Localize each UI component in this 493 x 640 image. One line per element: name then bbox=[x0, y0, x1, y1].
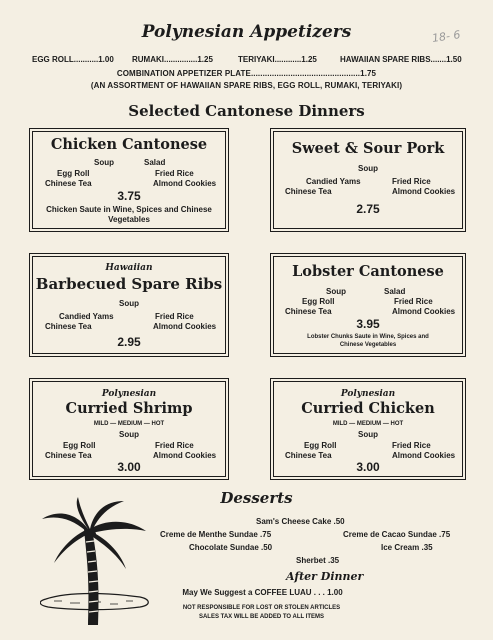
appetizer-hawaiian-spare-ribs bbox=[340, 55, 462, 64]
palm-tree-illustration bbox=[40, 497, 160, 632]
item-almond-cookies: Almond Cookies bbox=[392, 307, 456, 316]
appetizer-name: HAWAIIAN SPARE RIBS bbox=[340, 55, 431, 64]
item-fried-rice: Fried Rice bbox=[392, 441, 431, 450]
dessert-creme-de-cacao: Creme de Cacao Sundae .75 bbox=[343, 530, 451, 539]
leader-dots: ............ bbox=[274, 55, 302, 64]
dinner-prefix: Polynesian bbox=[340, 389, 396, 399]
item-fried-rice: Fried Rice bbox=[394, 297, 433, 306]
item-almond-cookies: Almond Cookies bbox=[153, 179, 217, 188]
item-almond-cookies: Almond Cookies bbox=[392, 187, 456, 196]
appetizer-price: 1.00 bbox=[98, 55, 114, 64]
dinner-box-sweet-sour-pork bbox=[273, 131, 463, 229]
dinner-price: 3.95 bbox=[356, 317, 380, 331]
dinner-box-curried-chicken bbox=[273, 381, 463, 477]
dinner-box-curried-shrimp bbox=[32, 381, 226, 477]
dinner-description-line-2: Chinese Vegetables bbox=[339, 342, 397, 348]
heat-level: MILD — MEDIUM — HOT bbox=[332, 421, 404, 427]
appetizer-rumaki bbox=[132, 55, 213, 64]
appetizer-egg-roll bbox=[32, 55, 114, 64]
item-chinese-tea: Chinese Tea bbox=[45, 322, 92, 331]
item-soup: Soup bbox=[326, 287, 346, 296]
dinner-name: Sweet & Sour Pork bbox=[291, 140, 445, 157]
footer-disclaimer: NOT RESPONSIBLE FOR LOST OR STOLEN ARTICLES bbox=[182, 605, 341, 611]
appetizers-title: Polynesian Appetizers bbox=[141, 22, 352, 42]
item-soup: Soup bbox=[358, 164, 378, 173]
dessert-ice-cream: Ice Cream .35 bbox=[381, 543, 433, 552]
dinner-name: Barbecued Spare Ribs bbox=[35, 275, 223, 293]
dinner-name: Curried Shrimp bbox=[65, 400, 193, 417]
dinner-description-line-1: Chicken Saute in Wine, Spices and Chinese bbox=[46, 205, 212, 214]
leader-dots: ............................................... bbox=[250, 69, 361, 78]
item-chinese-tea: Chinese Tea bbox=[285, 307, 332, 316]
item-almond-cookies: Almond Cookies bbox=[392, 451, 456, 460]
combo-name: COMBINATION APPETIZER PLATE bbox=[116, 69, 251, 78]
item-fried-rice: Fried Rice bbox=[155, 312, 194, 321]
appetizer-price: 1.25 bbox=[197, 55, 213, 64]
dinner-name: Chicken Cantonese bbox=[50, 136, 208, 153]
dessert-chocolate-sundae: Chocolate Sundae .50 bbox=[189, 543, 273, 552]
dinner-box-lobster-cantonese bbox=[273, 256, 463, 354]
dinner-box-barbecued-spare-ribs bbox=[32, 256, 226, 354]
dinner-box-chicken-cantonese bbox=[32, 131, 226, 229]
leader-dots: ........... bbox=[73, 55, 99, 64]
appetizer-teriyaki bbox=[238, 55, 317, 64]
dinner-description-line-1: Lobster Chunks Saute in Wine, Spices and bbox=[307, 334, 429, 340]
appetizer-name: EGG ROLL bbox=[32, 55, 74, 64]
item-soup: Soup bbox=[119, 299, 139, 308]
combo-price: 1.75 bbox=[360, 69, 377, 78]
leader-dots: ....... bbox=[430, 55, 447, 64]
item-salad: Salad bbox=[384, 287, 406, 296]
item-candied-yams: Candied Yams bbox=[59, 312, 114, 321]
item-almond-cookies: Almond Cookies bbox=[153, 322, 217, 331]
item-chinese-tea: Chinese Tea bbox=[45, 451, 92, 460]
heat-level: MILD — MEDIUM — HOT bbox=[93, 421, 165, 427]
coffee-luau-suggestion: May We Suggest a COFFEE LUAU . . . 1.00 bbox=[182, 588, 343, 597]
dinner-price: 2.75 bbox=[356, 202, 380, 216]
item-egg-roll: Egg Roll bbox=[63, 441, 96, 450]
dinner-description-line-2: Vegetables bbox=[108, 215, 150, 224]
item-chinese-tea: Chinese Tea bbox=[285, 451, 332, 460]
appetizer-price: 1.50 bbox=[446, 55, 462, 64]
dessert-sherbet: Sherbet .35 bbox=[296, 556, 340, 565]
dinner-prefix: Polynesian bbox=[101, 389, 157, 399]
desserts-title: Desserts bbox=[220, 489, 293, 507]
appetizer-name: RUMAKI bbox=[132, 55, 164, 64]
footer-sales-tax: SALES TAX WILL BE ADDED TO ALL ITEMS bbox=[198, 614, 325, 620]
dessert-creme-de-menthe: Creme de Menthe Sundae .75 bbox=[160, 530, 272, 539]
item-fried-rice: Fried Rice bbox=[155, 169, 194, 178]
cantonese-dinners-title: Selected Cantonese Dinners bbox=[128, 102, 365, 120]
item-egg-roll: Egg Roll bbox=[57, 169, 90, 178]
item-soup: Soup bbox=[94, 158, 114, 167]
item-soup: Soup bbox=[358, 430, 378, 439]
item-salad: Salad bbox=[144, 158, 166, 167]
after-dinner-title: After Dinner bbox=[286, 570, 364, 583]
item-fried-rice: Fried Rice bbox=[155, 441, 194, 450]
combination-plate bbox=[0, 69, 493, 78]
dinner-price: 2.95 bbox=[117, 335, 141, 349]
dinner-price: 3.75 bbox=[117, 189, 141, 203]
dessert-sams-cheese-cake: Sam's Cheese Cake .50 bbox=[256, 517, 345, 526]
combination-description: (AN ASSORTMENT OF HAWAIIAN SPARE RIBS, EGG ROLL, RUMAKI, TERIYAKI) bbox=[90, 81, 403, 90]
handwritten-note: 18- 6 bbox=[431, 28, 462, 45]
dinner-price: 3.00 bbox=[356, 460, 380, 474]
item-egg-roll: Egg Roll bbox=[302, 297, 335, 306]
dinner-price: 3.00 bbox=[117, 460, 141, 474]
item-almond-cookies: Almond Cookies bbox=[153, 451, 217, 460]
item-chinese-tea: Chinese Tea bbox=[285, 187, 332, 196]
appetizer-price: 1.25 bbox=[301, 55, 317, 64]
item-chinese-tea: Chinese Tea bbox=[45, 179, 92, 188]
dinner-name: Curried Chicken bbox=[301, 400, 435, 417]
item-candied-yams: Candied Yams bbox=[306, 177, 361, 186]
item-egg-roll: Egg Roll bbox=[304, 441, 337, 450]
item-soup: Soup bbox=[119, 430, 139, 439]
dinner-name: Lobster Cantonese bbox=[292, 263, 444, 280]
leader-dots: ............... bbox=[164, 55, 198, 64]
item-fried-rice: Fried Rice bbox=[392, 177, 431, 186]
appetizer-name: TERIYAKI bbox=[238, 55, 275, 64]
dinner-prefix: Hawaiian bbox=[105, 263, 153, 273]
